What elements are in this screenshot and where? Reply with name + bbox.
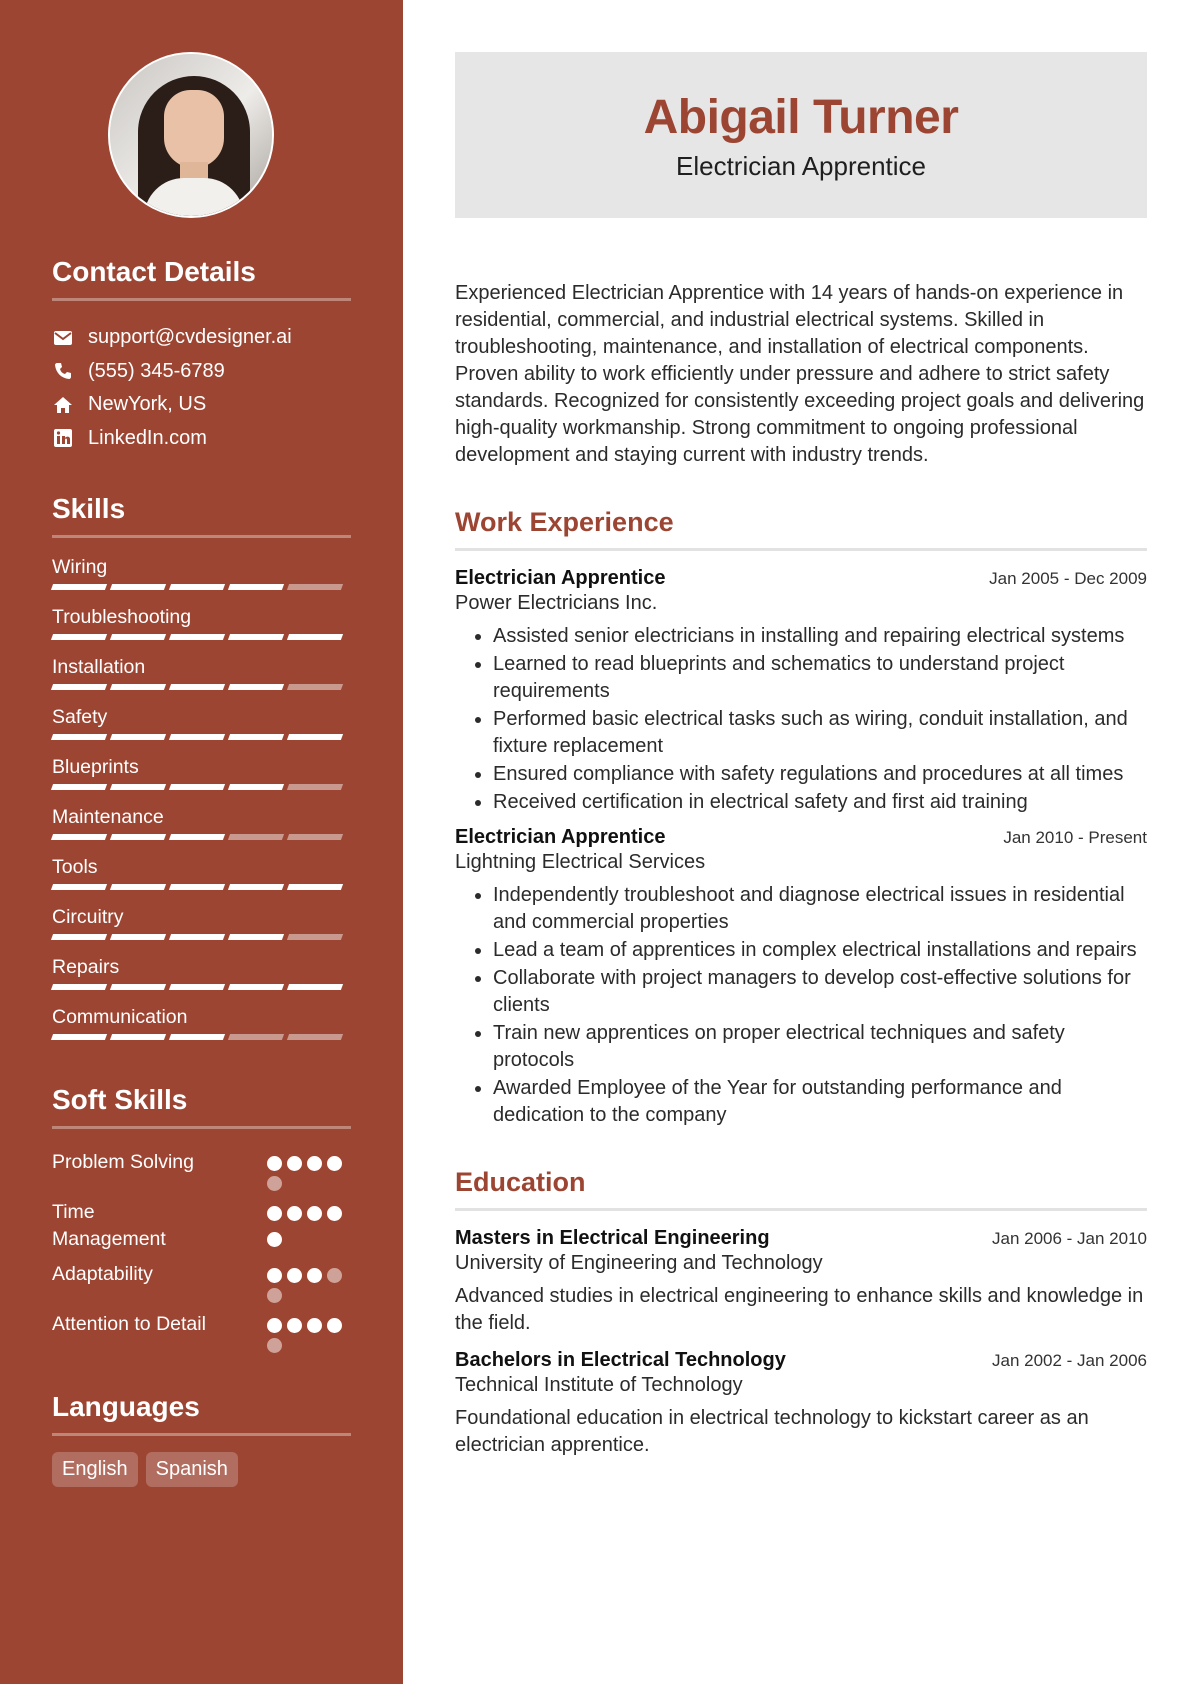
skill-item — [52, 904, 351, 954]
job-bullets — [455, 882, 1147, 1129]
rating-dot — [327, 1268, 342, 1283]
skill-level-segment — [287, 1034, 343, 1040]
skill-level-segment — [228, 1034, 284, 1040]
skill-level-bar — [52, 734, 351, 740]
skill-level-segment — [169, 684, 225, 690]
skill-level-segment — [51, 984, 107, 990]
skill-level-segment — [51, 584, 107, 590]
skill-level-segment — [287, 584, 343, 590]
bullet-item: • Awarded Employee of the Year for outstanding performance and dedication to the company — [493, 1075, 1147, 1129]
bullet-item: • Performed basic electrical tasks such as wiring, conduit installation, and fixture replacement — [493, 706, 1147, 760]
job-bullets — [455, 623, 1147, 816]
skill-level-segment — [51, 834, 107, 840]
profile-photo — [108, 52, 274, 218]
skill-level-segment — [51, 634, 107, 640]
work-entry — [455, 826, 1147, 1129]
bullet-item: • Collaborate with project managers to develop cost-effective solutions for clients — [493, 965, 1147, 1019]
skill-name: Communication — [52, 1006, 188, 1028]
skill-level-segment — [110, 784, 166, 790]
skill-level-segment — [228, 884, 284, 890]
languages-heading: Languages — [52, 1391, 351, 1436]
soft-skills-list — [52, 1149, 351, 1353]
contact-location — [52, 388, 351, 422]
name-header — [455, 52, 1147, 218]
language-tag: English — [52, 1452, 138, 1487]
skill-level-segment — [228, 834, 284, 840]
degree-title: Bachelors in Electrical Technology — [455, 1349, 786, 1371]
contact-heading: Contact Details — [52, 256, 351, 301]
skill-level-segment — [228, 984, 284, 990]
sidebar — [0, 0, 403, 1684]
skill-level-segment — [110, 934, 166, 940]
rating-dot — [307, 1268, 322, 1283]
education-entry — [455, 1227, 1147, 1337]
phone-icon — [52, 360, 74, 382]
skill-level-segment — [287, 734, 343, 740]
skill-level-segment — [169, 734, 225, 740]
skill-name: Repairs — [52, 956, 120, 978]
education-dates: Jan 2002 - Jan 2006 — [991, 1351, 1147, 1370]
skill-level-segment — [228, 634, 284, 640]
rating-dot — [307, 1156, 322, 1171]
soft-skill-item — [52, 1311, 351, 1353]
skill-name: Troubleshooting — [52, 606, 192, 628]
candidate-name: Abigail Turner — [643, 91, 959, 144]
rating-dot — [267, 1176, 282, 1191]
skill-level-bar — [52, 584, 351, 590]
language-tag: Spanish — [146, 1452, 238, 1487]
skills-heading: Skills — [52, 493, 351, 538]
rating-dot — [327, 1318, 342, 1333]
rating-dot — [267, 1206, 282, 1221]
skill-level-segment — [287, 984, 343, 990]
skill-level-segment — [169, 584, 225, 590]
skill-item — [52, 854, 351, 904]
skill-item — [52, 804, 351, 854]
rating-dot — [287, 1206, 302, 1221]
skill-item — [52, 954, 351, 1004]
soft-skill-rating — [267, 1199, 351, 1253]
education-heading: Education — [455, 1167, 1147, 1211]
rating-dot — [267, 1156, 282, 1171]
work-entry — [455, 567, 1147, 816]
soft-skill-name: Problem Solving — [52, 1151, 194, 1173]
skill-level-segment — [228, 684, 284, 690]
main-content — [455, 52, 1147, 1459]
job-dates: Jan 2005 - Dec 2009 — [989, 569, 1147, 588]
school-name: University of Engineering and Technology — [455, 1252, 823, 1274]
skill-level-segment — [110, 834, 166, 840]
skill-item — [52, 754, 351, 804]
bullet-item: • Lead a team of apprentices in complex electrical installations and repairs — [493, 937, 1147, 964]
skill-level-segment — [51, 934, 107, 940]
rating-dot — [327, 1156, 342, 1171]
soft-skill-item — [52, 1261, 351, 1303]
skill-level-segment — [228, 584, 284, 590]
soft-skill-rating — [267, 1149, 351, 1191]
contact-linkedin[interactable] — [52, 422, 351, 456]
skill-level-bar — [52, 934, 351, 940]
skill-level-segment — [169, 934, 225, 940]
contact-list — [52, 321, 351, 455]
education-description: Advanced studies in electrical engineering to enhance skills and knowledge in the field. — [455, 1285, 1144, 1334]
rating-dot — [267, 1288, 282, 1303]
rating-dot — [307, 1206, 322, 1221]
profile-summary: Experienced Electrician Apprentice with 14 years of hands-on experience in residential, commercial, and industrial electrical systems. Skilled in troubleshooting, maintenance, and installation of electrical components. Proven ability to work efficiently under pressure and adhere to strict safety standards. Recognized for consistently exceeding project goals and delivering high-quality workmanship. Strong commitment to ongoing professional development and staying current with industry trends. — [455, 282, 1145, 466]
skill-level-segment — [169, 834, 225, 840]
rating-dot — [287, 1156, 302, 1171]
bullet-item: • Received certification in electrical safety and first aid training — [493, 789, 1147, 816]
bullet-item: • Independently troubleshoot and diagnose electrical issues in residential and commercial properties — [493, 882, 1147, 936]
soft-skill-item — [52, 1149, 351, 1191]
skill-level-segment — [110, 1034, 166, 1040]
skill-level-segment — [169, 984, 225, 990]
skill-item — [52, 704, 351, 754]
contact-phone[interactable] — [52, 355, 351, 389]
skill-level-segment — [110, 884, 166, 890]
job-title: Electrician Apprentice — [455, 567, 666, 589]
soft-skill-rating — [267, 1311, 351, 1353]
contact-email-text: support@cvdesigner.ai — [88, 326, 292, 349]
contact-phone-text: (555) 345-6789 — [88, 359, 225, 382]
skill-item — [52, 654, 351, 704]
skill-item — [52, 554, 351, 604]
skill-level-segment — [110, 984, 166, 990]
company-name: Lightning Electrical Services — [455, 851, 706, 873]
contact-email[interactable] — [52, 321, 351, 355]
skill-level-segment — [287, 834, 343, 840]
skill-level-segment — [51, 884, 107, 890]
soft-skill-item — [52, 1199, 351, 1253]
envelope-icon — [52, 327, 74, 349]
soft-skill-name: Adaptability — [52, 1263, 153, 1285]
skill-item — [52, 604, 351, 654]
degree-title: Masters in Electrical Engineering — [455, 1227, 770, 1249]
bullet-item: • Ensured compliance with safety regulations and procedures at all times — [493, 761, 1147, 788]
skill-level-segment — [287, 684, 343, 690]
rating-dot — [267, 1232, 282, 1247]
skill-level-segment — [110, 584, 166, 590]
rating-dot — [287, 1268, 302, 1283]
skill-level-segment — [110, 684, 166, 690]
rating-dot — [307, 1318, 322, 1333]
skill-level-segment — [287, 884, 343, 890]
soft-skill-rating — [267, 1261, 351, 1303]
skill-name: Tools — [52, 856, 98, 878]
skill-name: Installation — [52, 656, 146, 678]
rating-dot — [287, 1318, 302, 1333]
skill-level-bar — [52, 1034, 351, 1040]
skill-level-segment — [51, 784, 107, 790]
skill-level-segment — [169, 884, 225, 890]
skill-level-bar — [52, 784, 351, 790]
bullet-item: • Train new apprentices on proper electrical techniques and safety protocols — [493, 1020, 1147, 1074]
home-icon — [52, 394, 74, 416]
bullet-item: • Assisted senior electricians in installing and repairing electrical systems — [493, 623, 1147, 650]
skill-level-bar — [52, 634, 351, 640]
skill-item — [52, 1004, 351, 1054]
skill-name: Safety — [52, 706, 108, 728]
skill-name: Wiring — [52, 556, 108, 578]
skill-level-bar — [52, 684, 351, 690]
education-dates: Jan 2006 - Jan 2010 — [991, 1229, 1147, 1248]
skills-list — [52, 554, 351, 1054]
contact-location-text: NewYork, US — [88, 393, 207, 416]
skill-name: Blueprints — [52, 756, 139, 778]
skill-level-segment — [169, 1034, 225, 1040]
skill-level-segment — [51, 1034, 107, 1040]
rating-dot — [267, 1268, 282, 1283]
rating-dot — [327, 1206, 342, 1221]
candidate-title: Electrician Apprentice — [675, 151, 927, 181]
skill-level-segment — [51, 684, 107, 690]
skill-level-bar — [52, 884, 351, 890]
soft-skill-name: Attention to Detail — [52, 1313, 206, 1335]
rating-dot — [267, 1338, 282, 1353]
skill-level-segment — [287, 934, 343, 940]
bullet-item: • Learned to read blueprints and schematics to understand project requirements — [493, 651, 1147, 705]
skill-level-segment — [169, 634, 225, 640]
job-dates: Jan 2010 - Present — [1003, 828, 1147, 847]
education-description: Foundational education in electrical technology to kickstart career as an electrician apprentice. — [455, 1407, 1089, 1456]
school-name: Technical Institute of Technology — [455, 1374, 743, 1396]
skill-level-segment — [228, 934, 284, 940]
languages-list — [52, 1452, 351, 1487]
skill-level-bar — [52, 834, 351, 840]
skill-level-segment — [228, 784, 284, 790]
skill-level-segment — [287, 784, 343, 790]
skill-level-segment — [110, 734, 166, 740]
skill-level-segment — [287, 634, 343, 640]
soft-skills-heading: Soft Skills — [52, 1084, 351, 1129]
rating-dot — [267, 1318, 282, 1333]
contact-linkedin-text: LinkedIn.com — [88, 426, 207, 449]
skill-level-segment — [169, 784, 225, 790]
skill-level-segment — [110, 634, 166, 640]
skill-level-bar — [52, 984, 351, 990]
skill-name: Maintenance — [52, 806, 164, 828]
soft-skill-name: Time Management — [52, 1201, 166, 1250]
work-heading: Work Experience — [455, 507, 1147, 551]
linkedin-icon — [52, 427, 74, 449]
company-name: Power Electricians Inc. — [455, 592, 658, 614]
skill-level-segment — [51, 734, 107, 740]
skill-level-segment — [228, 734, 284, 740]
skill-name: Circuitry — [52, 906, 124, 928]
education-entry — [455, 1349, 1147, 1459]
job-title: Electrician Apprentice — [455, 826, 666, 848]
